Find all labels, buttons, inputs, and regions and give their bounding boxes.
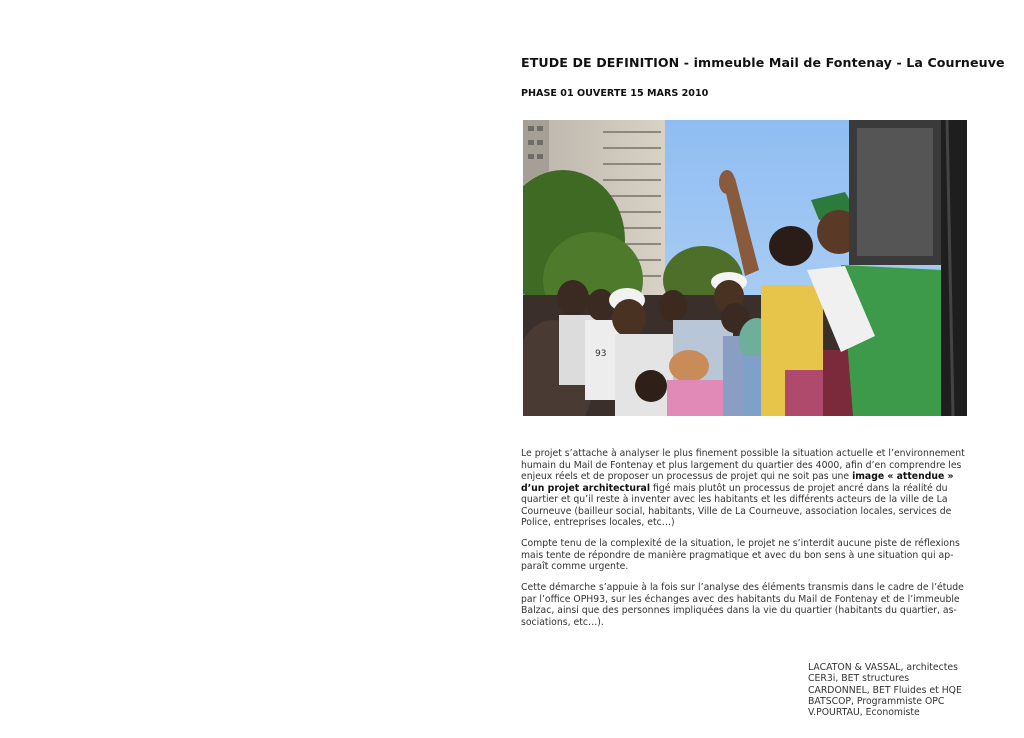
paragraph-approach: Cette démarche s’appuie à la fois sur l’analyse des éléments transmis dans le cadre de l’étude par l’office OPH93, sur les échanges avec des habitants du Mail de Fontenay et de l’immeuble Balzac, ainsi que des personnes impliquées dans la vie du quartier (habitants du quartier, as-sociations, etc…). <box>521 582 964 628</box>
paragraph-context-end: figé mais plutôt un processus de projet ancré dans la réalité du quartier et qu’il reste à inventer avec les habitants et les différents acteurs de la ville de La Courneuve (bailleur social, habitants, Ville de La Courneuve, association locales, services de Police, entreprises locales, etc…) <box>521 482 952 528</box>
paragraph-context-start: Le projet s’attache à analyser le plus finement possible la situation actuelle et l’environnement humain du Mail de Fontenay et plus largement du quartier des 4000, afin d’en comprendre les enjeux réels et de proposer un processus de projet qui ne soit pas une <box>521 448 965 482</box>
credit-economist: V.POURTAU, Economiste <box>808 707 920 719</box>
credits-list <box>808 662 962 718</box>
credit-programmer: BATSCOP, Programmiste OPC <box>808 695 945 707</box>
paragraph-context <box>521 448 969 529</box>
document-title: ETUDE DE DEFINITION - immeuble Mail de Fontenay - La Courneuve <box>521 55 1005 70</box>
credit-fluids: CARDONNEL, BET Fluides et HQE <box>808 684 962 696</box>
shirt-text: 93 <box>595 349 607 359</box>
credit-structures: CER3i, BET structures <box>808 673 910 685</box>
paragraph-context-emphasis: image « attendue » d’un projet architectural <box>521 471 954 494</box>
crowd-photo <box>523 120 967 416</box>
paragraph-complexity: Compte tenu de la complexité de la situation, le projet ne s’interdit aucune piste de réflexions mais tente de répondre de manière pragmatique et avec du bon sens à une situation qui ap-paraît comme urgente. <box>521 538 960 572</box>
phase-subtitle: PHASE 01 OUVERTE 15 MARS 2010 <box>521 88 709 99</box>
credit-architects: LACATON & VASSAL, architectes <box>808 662 958 673</box>
